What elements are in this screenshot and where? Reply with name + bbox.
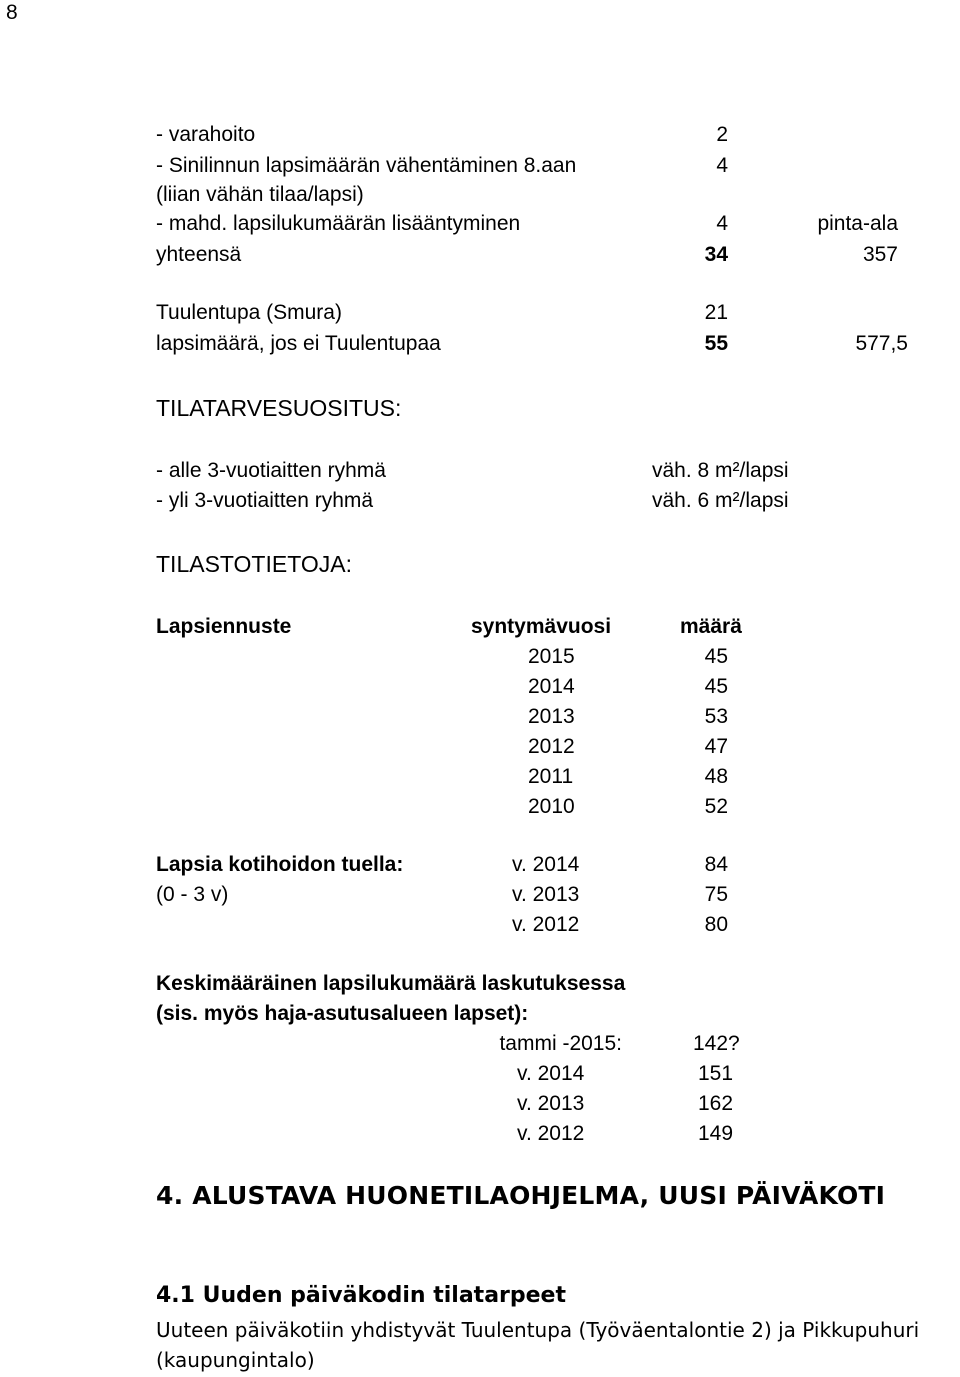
lisaantyminen-value: 4 bbox=[716, 212, 728, 235]
tilasto-heading: TILASTOTIETOJA: bbox=[156, 551, 352, 577]
section4-heading: 4. ALUSTAVA HUONETILAOHJELMA, UUSI PÄIVÄKOTI bbox=[156, 1181, 886, 1210]
kotihoito-label: Lapsia kotihoidon tuella: bbox=[156, 853, 404, 876]
sinilinnun-label: - Sinilinnun lapsimäärän vähentäminen 8.aan bbox=[156, 154, 577, 177]
kotihoito-year: v. 2014 bbox=[512, 853, 580, 876]
keskimaarainen-period: v. 2014 bbox=[517, 1062, 585, 1085]
lisaantyminen-label: - mahd. lapsilukumäärän lisääntyminen bbox=[156, 212, 521, 235]
tilatarve-value-alle3: väh. 8 m²/lapsi bbox=[652, 459, 789, 482]
pinta-ala-header: pinta-ala bbox=[817, 212, 898, 235]
col-maara: määrä bbox=[680, 615, 742, 638]
ennuste-count: 47 bbox=[704, 735, 728, 758]
ennuste-count: 45 bbox=[704, 645, 728, 668]
kotihoito-count: 75 bbox=[704, 883, 728, 906]
tilatarve-label-yli3: - yli 3-vuotiaitten ryhmä bbox=[156, 489, 374, 512]
keskimaarainen-label-2: (sis. myös haja-asutusalueen lapset): bbox=[156, 1002, 529, 1025]
ennuste-count: 53 bbox=[704, 705, 728, 728]
ilman-tuulentupaa-area: 577,5 bbox=[855, 332, 908, 355]
ilman-tuulentupaa-label: lapsimäärä, jos ei Tuulentupaa bbox=[156, 332, 441, 355]
keskimaarainen-period: v. 2013 bbox=[517, 1092, 585, 1115]
ennuste-count: 52 bbox=[704, 795, 728, 818]
keskimaarainen-period: v. 2012 bbox=[517, 1122, 585, 1145]
tilatarve-heading: TILATARVESUOSITUS: bbox=[156, 395, 402, 421]
ennuste-year: 2014 bbox=[528, 675, 575, 698]
section41-heading: 4.1 Uuden päiväkodin tilatarpeet bbox=[156, 1283, 566, 1308]
yhteensa-value: 34 bbox=[704, 243, 728, 266]
ennuste-count: 45 bbox=[704, 675, 728, 698]
tilatarve-value-yli3: väh. 6 m²/lapsi bbox=[652, 489, 789, 512]
keskimaarainen-count: 162 bbox=[698, 1092, 734, 1115]
sinilinnun-value: 4 bbox=[716, 154, 728, 177]
kotihoito-sublabel: (0 - 3 v) bbox=[156, 883, 229, 906]
ennuste-year: 2013 bbox=[528, 705, 575, 728]
kotihoito-count: 80 bbox=[704, 913, 728, 936]
ennuste-year: 2010 bbox=[528, 795, 575, 818]
keskimaarainen-label-1: Keskimääräinen lapsilukumäärä laskutuksessa bbox=[156, 972, 626, 995]
ennuste-count: 48 bbox=[704, 765, 728, 788]
ennuste-year: 2011 bbox=[528, 765, 574, 788]
lapsiennuste-label: Lapsiennuste bbox=[156, 615, 292, 638]
varahoito-value: 2 bbox=[716, 123, 728, 146]
keskimaarainen-count: 149 bbox=[698, 1122, 734, 1145]
sinilinnun-note: (liian vähän tilaa/lapsi) bbox=[156, 183, 364, 206]
col-syntymavuosi: syntymävuosi bbox=[471, 615, 612, 638]
kotihoito-year: v. 2012 bbox=[512, 913, 580, 936]
varahoito-label: - varahoito bbox=[156, 123, 256, 146]
yhteensa-area: 357 bbox=[862, 243, 898, 266]
kotihoito-count: 84 bbox=[704, 853, 728, 876]
page-number: 8 bbox=[6, 1, 18, 24]
yhteensa-label: yhteensä bbox=[156, 243, 242, 266]
tuulentupa-label: Tuulentupa (Smura) bbox=[156, 301, 342, 324]
kotihoito-year: v. 2013 bbox=[512, 883, 580, 906]
section41-body-1: Uuteen päiväkotiin yhdistyvät Tuulentupa (Työväentalontie 2) ja Pikkupuhuri bbox=[156, 1318, 920, 1342]
tilatarve-label-alle3: - alle 3-vuotiaitten ryhmä bbox=[156, 459, 386, 482]
ennuste-year: 2015 bbox=[528, 645, 575, 668]
keskimaarainen-count: 142? bbox=[693, 1032, 740, 1055]
ennuste-year: 2012 bbox=[528, 735, 575, 758]
section41-body-2: (kaupungintalo) bbox=[156, 1348, 315, 1372]
ilman-tuulentupaa-value: 55 bbox=[704, 332, 728, 355]
keskimaarainen-period: tammi -2015: bbox=[499, 1032, 622, 1055]
tuulentupa-value: 21 bbox=[704, 301, 728, 324]
keskimaarainen-count: 151 bbox=[698, 1062, 734, 1085]
